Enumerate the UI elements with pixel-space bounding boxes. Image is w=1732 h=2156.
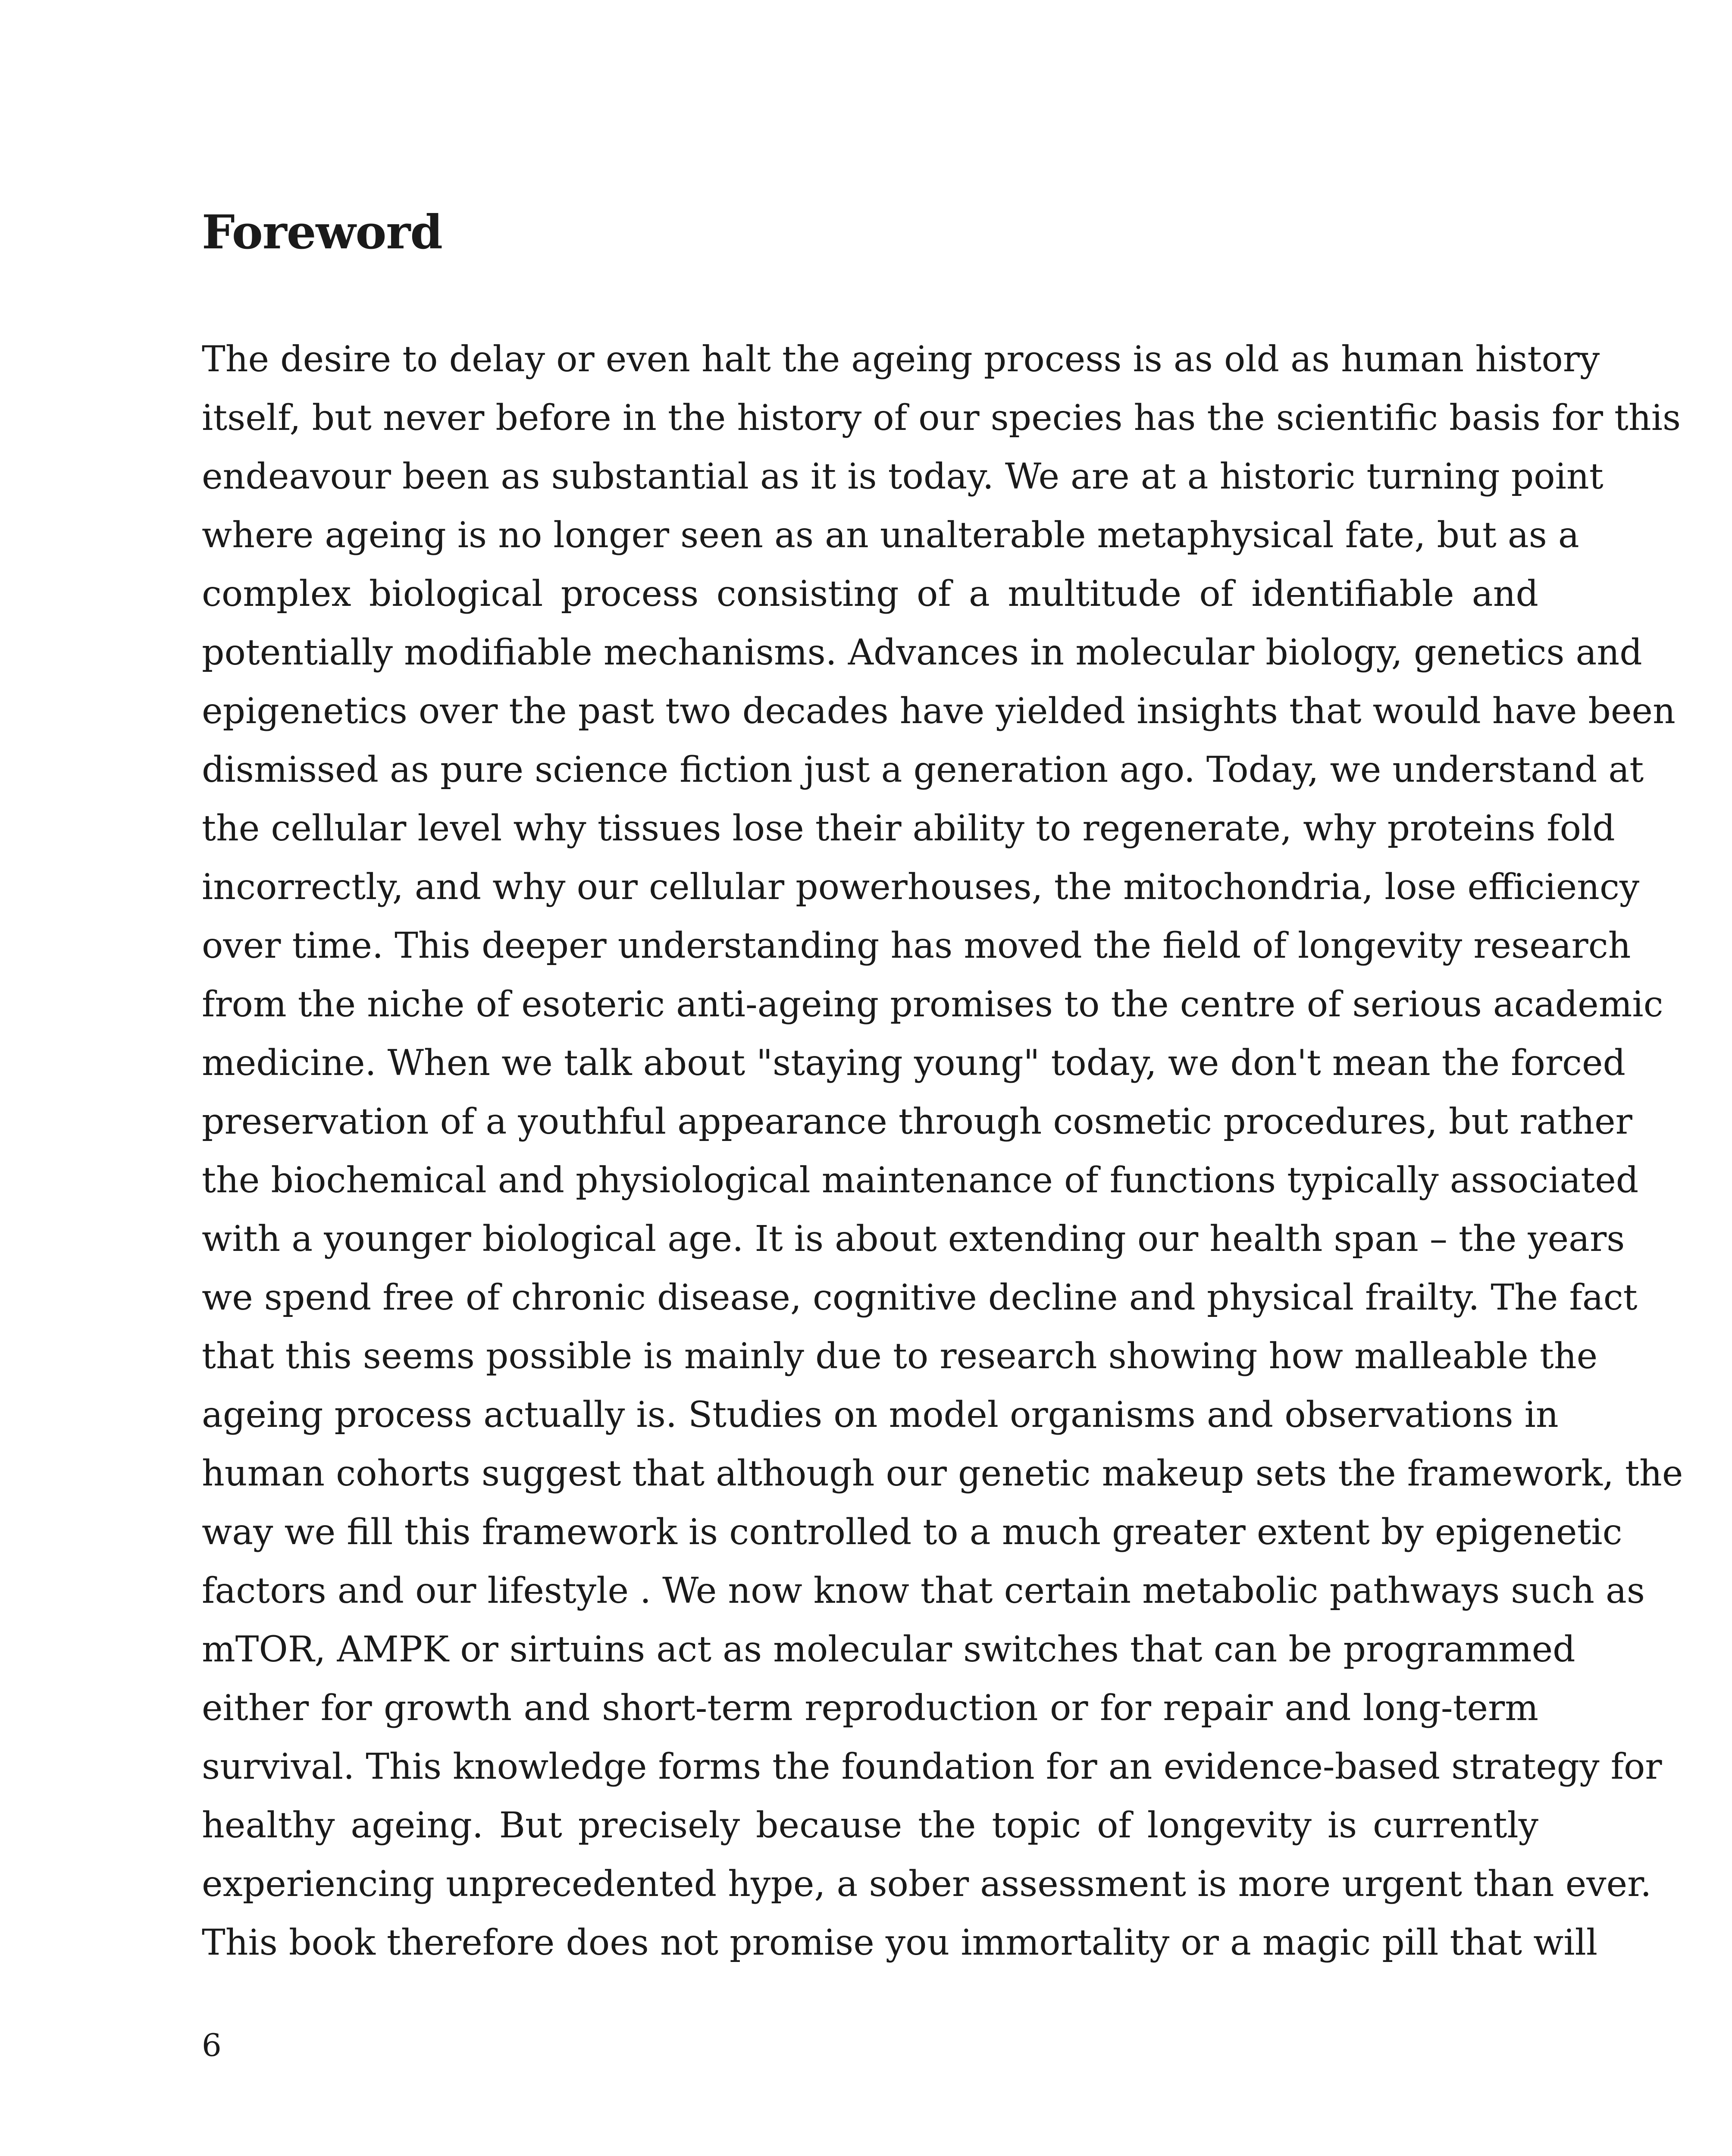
text-line: preservation of a youthful appearance through cosmetic procedures, but rather: [202, 1101, 1632, 1142]
text-line: human cohorts suggest that although our genetic makeup sets the framework, the: [202, 1453, 1683, 1494]
text-line: potentially modifiable mechanisms. Advances in molecular biology, genetics and: [202, 632, 1642, 673]
text-line: that this seems possible is mainly due to research showing how malleable the: [202, 1336, 1598, 1377]
text-line: complex biological process consisting of a multitude of identifiable and: [202, 573, 1538, 614]
text-line: the biochemical and physiological maintenance of functions typically associated: [202, 1160, 1639, 1201]
text-line: ageing process actually is. Studies on model organisms and observations in: [202, 1395, 1559, 1435]
text-line: healthy ageing. But precisely because the topic of longevity is currently: [202, 1805, 1538, 1846]
text-line: where ageing is no longer seen as an unalterable metaphysical fate, but as a: [202, 515, 1579, 556]
text-line: the cellular level why tissues lose their ability to regenerate, why proteins fold: [202, 808, 1615, 849]
text-line: itself, but never before in the history of our species has the scientific basis for this: [202, 398, 1681, 439]
foreword-body: [202, 330, 1683, 1972]
text-line: mTOR, AMPK or sirtuins act as molecular switches that can be programmed: [202, 1629, 1575, 1670]
text-line: over time. This deeper understanding has moved the field of longevity research: [202, 925, 1631, 966]
text-line: either for growth and short-term reproduction or for repair and long-term: [202, 1688, 1538, 1729]
text-line: way we fill this framework is controlled to a much greater extent by epigenetic: [202, 1512, 1622, 1553]
page-number: 6: [202, 2027, 222, 2063]
text-line: factors and our lifestyle . We now know that certain metabolic pathways such as: [202, 1570, 1645, 1611]
text-line: The desire to delay or even halt the ageing process is as old as human history: [202, 339, 1600, 380]
text-line: from the niche of esoteric anti-ageing promises to the centre of serious academic: [202, 984, 1663, 1025]
text-line: dismissed as pure science fiction just a generation ago. Today, we understand at: [202, 749, 1644, 790]
text-line: with a younger biological age. It is about extending our health span – the years: [202, 1219, 1625, 1260]
text-line: incorrectly, and why our cellular powerhouses, the mitochondria, lose efficiency: [202, 867, 1640, 908]
chapter-heading: Foreword: [202, 205, 442, 260]
text-line: survival. This knowledge forms the foundation for an evidence-based strategy for: [202, 1746, 1662, 1787]
text-line: This book therefore does not promise you immortality or a magic pill that will: [202, 1922, 1598, 1963]
text-line: experiencing unprecedented hype, a sober assessment is more urgent than ever.: [202, 1864, 1652, 1905]
text-line: we spend free of chronic disease, cognitive decline and physical frailty. The fact: [202, 1277, 1638, 1318]
text-line: epigenetics over the past two decades have yielded insights that would have been: [202, 691, 1676, 732]
text-line: endeavour been as substantial as it is today. We are at a historic turning point: [202, 456, 1604, 497]
text-line: medicine. When we talk about "staying young" today, we don't mean the forced: [202, 1043, 1626, 1084]
